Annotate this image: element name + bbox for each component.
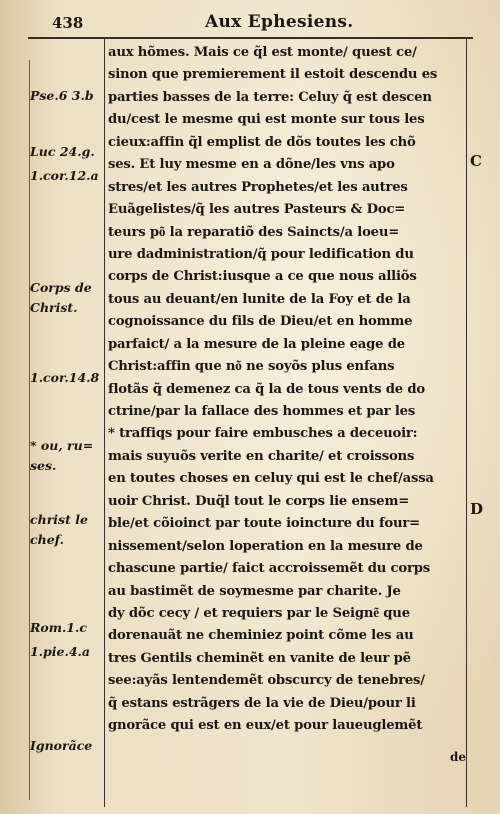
text-line: parfaict/ a la mesure de la pleine eage de	[108, 336, 405, 352]
text-line: stres/et les autres Prophetes/et les autres	[108, 179, 408, 195]
section-letter-d: D	[470, 500, 484, 518]
text-line: parties basses de la terre: Celuy q̃ est descen	[108, 89, 432, 105]
text-line: dy dõc cecy / et requiers par le Seigne͂ que	[108, 605, 410, 621]
text-line: chascune partie/ faict accroissemẽt du corps	[108, 561, 430, 577]
text-line: cognoissance du fils de Dieu/et en homme	[108, 314, 413, 330]
text-line: see:ayãs lentendemẽt obscurcy de tenebres/	[108, 673, 425, 689]
margin-note-romans	[30, 618, 104, 638]
page-number: 438	[52, 14, 84, 32]
text-line: sinon que premierement il estoit descendu es	[108, 67, 438, 83]
text-line: ble/et cõioinct par toute ioincture du four=	[108, 516, 421, 532]
text-line: Euãgelistes/q̃ les autres Pasteurs & Doc=	[108, 202, 406, 218]
margin-note-line: 1.pie.4.a	[30, 644, 90, 659]
margin-note-line: * ou, ru=	[30, 438, 94, 453]
text-line: en toutes choses en celuy qui est le chef/assa	[108, 471, 434, 487]
text-line: ctrine/par la fallace des hommes et par les	[108, 404, 416, 419]
margin-note-line: ses.	[30, 458, 57, 473]
margin-note-line: christ le	[30, 512, 88, 527]
margin-note-line: Corps de	[30, 280, 92, 295]
text-line: gnorãce qui est en eux/et pour laueuglemẽt	[108, 718, 423, 734]
margin-note-line: Luc 24.g.	[30, 144, 95, 159]
margin-note-line: chef.	[30, 532, 64, 547]
text-line: ses. Et luy mesme en a dõne/les vns apo	[108, 157, 395, 173]
margin-note-christ-head	[30, 510, 104, 550]
margin-note-1cor-14	[30, 368, 104, 388]
text-line: aux hõmes. Mais ce q̃l est monte/ quest ce/	[108, 45, 417, 60]
text-line: cieux:affin q̃l emplist de dõs toutes les chõ	[108, 134, 416, 150]
text-line: dorenauãt ne cheminiez point cõme les au	[108, 628, 414, 644]
margin-note-psalm	[30, 86, 104, 106]
margin-note-line: 1.cor.14.8	[30, 370, 100, 385]
text-line: nissement/selon loperation en la mesure de	[108, 538, 423, 554]
text-line: corps de Christ:iusque a ce que nous alliõs	[108, 269, 417, 285]
margin-note-ignorance	[30, 736, 104, 756]
margin-note-luke	[30, 142, 104, 162]
catchword: de	[450, 750, 467, 764]
margin-rule-right	[466, 37, 467, 807]
margin-note-line: 1.cor.12.a	[30, 168, 99, 183]
margin-note-line: Ignorãce	[30, 738, 93, 753]
margin-note-body-of-christ	[30, 278, 104, 318]
text-line: ure dadministration/q̃ pour ledification du	[108, 246, 414, 262]
running-head: Aux Ephesiens.	[205, 12, 354, 32]
section-letter-c: C	[470, 152, 482, 170]
text-line: tous au deuant/en lunite de la Foy et de la	[108, 291, 411, 307]
margin-note-line: Pse.6 3.b	[30, 88, 94, 103]
header-rule	[28, 37, 473, 39]
text-line: du/cest le mesme qui est monte sur tous les	[108, 112, 425, 128]
text-line: flotãs q̃ demenez ca q̃ la de tous vents de do	[108, 381, 425, 397]
text-line: uoir Christ. Duq̃l tout le corps lie ensem=	[108, 493, 410, 509]
text-line: teurs po͂ la reparatiõ des Saincts/a loeu=	[108, 224, 400, 240]
margin-note-1peter	[30, 642, 104, 662]
margin-note-1cor	[30, 166, 104, 186]
margin-rule-left	[104, 37, 105, 807]
text-line: tres Gentils cheminẽt en vanite de leur pẽ	[108, 650, 411, 666]
text-line: * traffiqs pour faire embusches a deceuoir:	[108, 426, 418, 442]
text-line: Christ:affin que no͂ ne soyõs plus enfans	[108, 359, 395, 375]
text-line: q̃ estans estrãgers de la vie de Dieu/pour li	[108, 695, 416, 711]
body-text	[108, 42, 466, 738]
margin-note-variant	[30, 436, 104, 476]
margin-note-line: Rom.1.c	[30, 620, 87, 635]
text-line: au bastimẽt de soymesme par charite. Je	[108, 583, 401, 599]
margin-note-line: Christ.	[30, 300, 78, 315]
text-line: mais suyuõs verite en charite/ et croissons	[108, 448, 415, 464]
